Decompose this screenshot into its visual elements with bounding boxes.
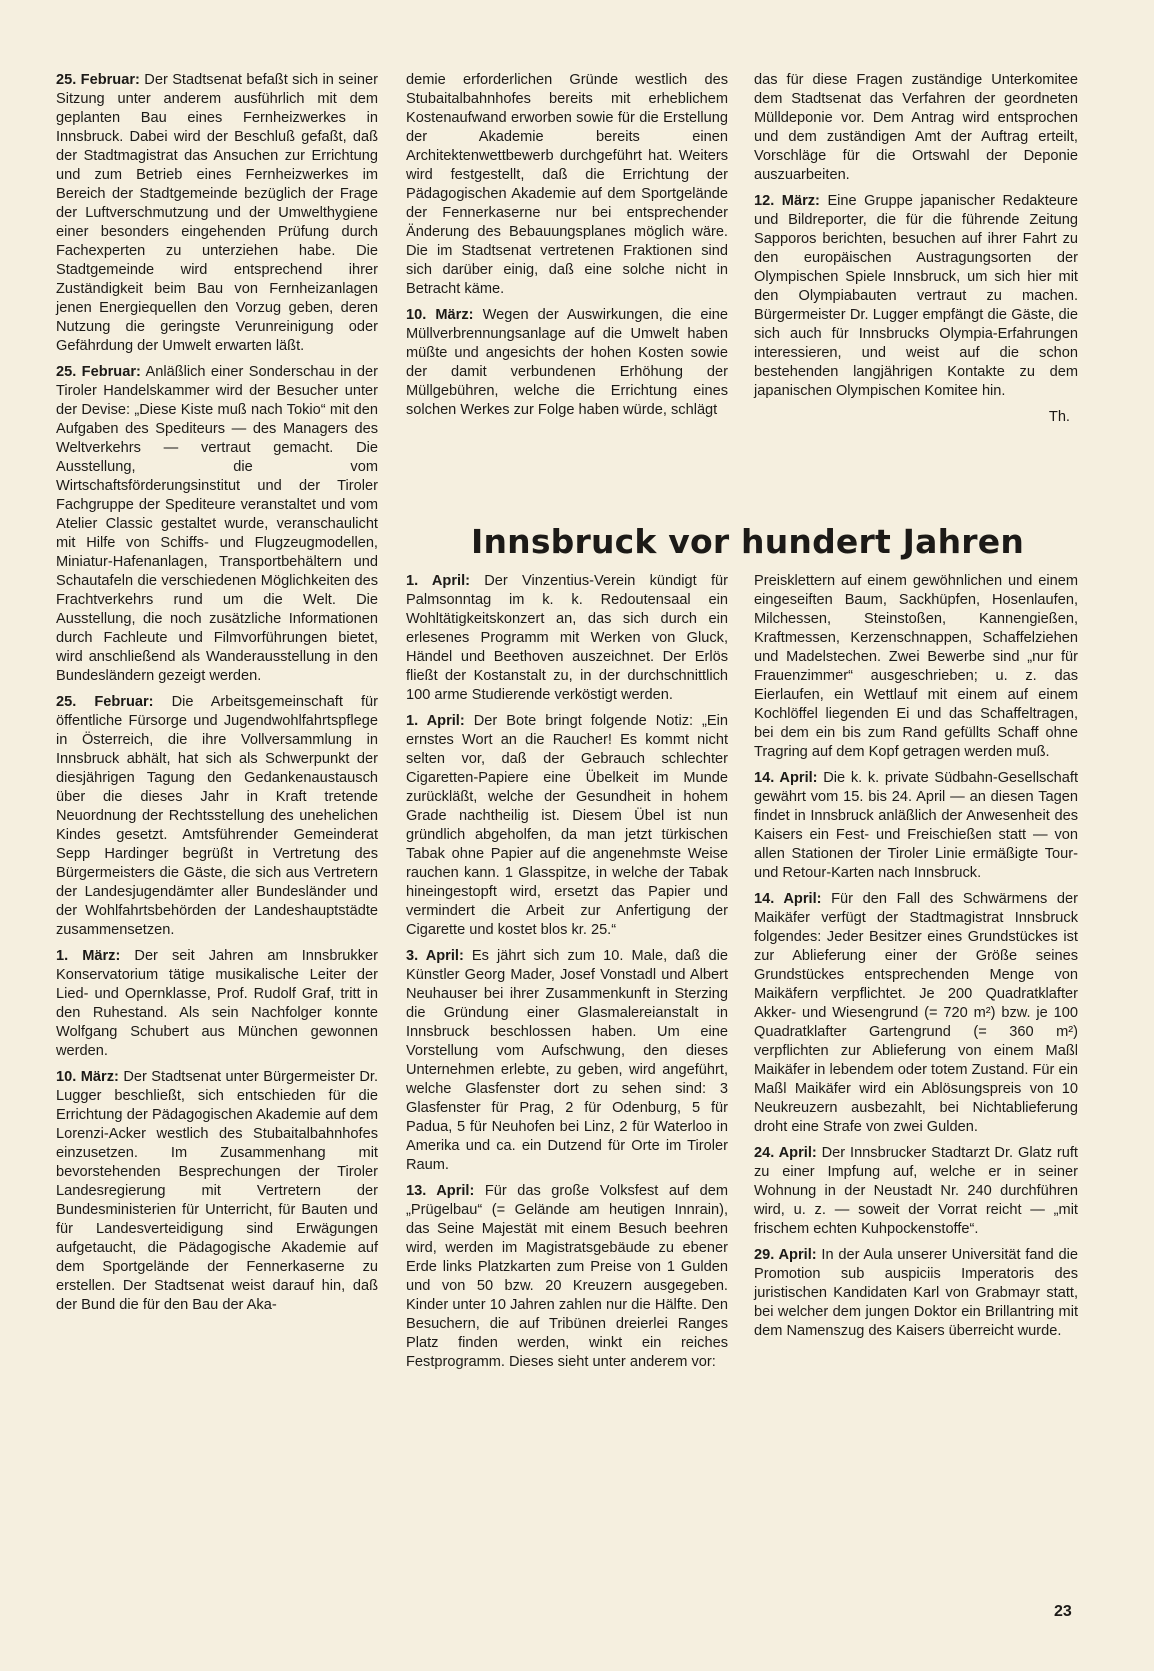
entry-date: 12. März: xyxy=(754,193,820,209)
entry xyxy=(56,693,378,940)
entry-date: 13. April: xyxy=(406,1183,475,1199)
entry-text: Der Innsbrucker Stadtarzt Dr. Glatz ruft zu einer Impfung auf, welche er in seiner Wohnung in der Neustadt Nr. 240 durchführen wird, u. z. — soweit der Vorrat reicht — „mit frischem echten Kuhpockenstoffe“. xyxy=(754,1145,1078,1237)
author-signature: Th. xyxy=(1048,409,1070,425)
entry-date: 29. April: xyxy=(754,1247,817,1263)
entry-date: 24. April: xyxy=(754,1145,817,1161)
entry-text: Der seit Jahren am Innsbrukker Konservatorium tätige musikalische Leiter der Lied- und Opernklasse, Prof. Rudolf Graf, tritt in den Ruhestand. Als sein Nachfolger konnte Wolfgang Schubert aus München gewonnen werden. xyxy=(56,948,378,1059)
entry xyxy=(56,71,378,356)
entry xyxy=(56,947,378,1061)
entry-text: In der Aula unserer Universität fand die Promotion sub auspiciis Imperatoris des juristischen Kandidaten Karl von Grabmayr statt, bei welcher dem jungen Doktor ein Brillantring mit dem Namenszug des Kaisers überreicht wurde. xyxy=(754,1247,1078,1339)
entry-date: 1. April: xyxy=(406,713,465,729)
entry-text: Eine Gruppe japanischer Redakteure und Bildreporter, die für die führende Zeitung Sapporos berichten, besuchen auf ihrer Fahrt zu den europäischen Austragungsorten der Olympischen Spiele Innsbruck, um sich hier mit den Olympiabauten vertraut zu machen. Bürgermeister Dr. Lugger empfängt die Gäste, die sich auch für Innsbrucks Olympia-Erfahrungen interessieren, und weist auf die schon bestehenden langjährigen Kontakte zu dem japanischen Olympischen Komitee hin. xyxy=(754,193,1078,399)
entry xyxy=(754,1246,1078,1341)
entry-text: Für den Fall des Schwärmens der Maikäfer verfügt der Stadtmagistrat Innsbruck folgendes: Jeder Besitzer eines Grundstückes ist zur Ablieferung einer der Größe seines Grundstückes entsprechenden Menge von Maikäfern verpflichtet. Je 200 Quadratklafter Akker- und Wiesengrund (= 720 m²) bzw. je 100 Quadratklafter Gartengrund (= 360 m²) verpflichten zur Ablieferung von einem Maßl Maikäfer in lebendem oder totem Zustand. Für ein Maßl Maikäfer wird ein Ablösungspreis von 10 Neukreuzern ausbezahlt, bei Nichtablieferung droht eine Strafe von zwei Gulden. xyxy=(754,891,1078,1135)
entry-date: 1. April: xyxy=(406,573,470,589)
entry-date: 25. Februar: xyxy=(56,364,141,380)
entry-text: das für diese Fragen zuständige Unterkomitee dem Stadtsenat das Verfahren der geordneten Mülldeponie vor. Dem Antrag wird entsprochen und dem zuständigen Amt der Auftrag erteilt, Vorschläge für die Ortswahl der Deponie auszuarbeiten. xyxy=(754,72,1078,183)
middle-column-top xyxy=(406,71,728,427)
entry-date: 25. Februar: xyxy=(56,694,154,710)
entry xyxy=(754,572,1078,762)
entry xyxy=(754,192,1078,401)
entry-text: Der Vinzentius-Verein kündigt für Palmsonntag im k. k. Redoutensaal ein Wohltätigkeitskonzert an, das sich durch ein erlesenes Programm mit Werken von Gluck, Händel und Beethoven auszeichnet. Der Erlös fließt der Kostanstalt zu, in der durchschnittlich 100 arme Studierende verköstigt werden. xyxy=(406,573,728,703)
entry-date: 3. April: xyxy=(406,948,464,964)
entry-text: Preisklettern auf einem gewöhnlichen und einem eingeseiften Baum, Sackhüpfen, Hosenlaufen, Milchessen, Steinstoßen, Kannengießen, Kraftmessen, Kerzenschnappen, Schaffelziehen und Madelstechen. Zwei Bewerbe sind „nur für Frauenzimmer“ ausgeschrieben; u. z. das Eierlaufen, ein Wettlauf mit einem auf einem Kochlöffel liegenden Ei und das Schaffeltragen, bei dem ein bis zum Rand gefüllts Schaff ohne Tragring auf dem Kopf getragen werden muß. xyxy=(754,573,1078,760)
entry xyxy=(56,1068,378,1315)
entry-date: 14. April: xyxy=(754,891,822,907)
entry xyxy=(406,572,728,705)
entry-date: 14. April: xyxy=(754,770,818,786)
entry xyxy=(406,1182,728,1372)
entry xyxy=(754,769,1078,883)
page-number: 23 xyxy=(1054,1603,1072,1620)
entry xyxy=(406,712,728,940)
right-column-top xyxy=(754,71,1078,434)
entry-text: Anläßlich einer Sonderschau in der Tiroler Handelskammer wird der Besucher unter der Devise: „Diese Kiste muß nach Tokio“ mit den Aufgaben des Spediteurs — des Managers des Weltverkehrs — vertraut gemacht. Die Ausstellung, die vom Wirtschaftsförderungsinstitut und der Tiroler Fachgruppe der Spediteure veranstaltet und vom Atelier Classic gestaltet wurde, veranschaulicht mit Hilfe von Schiffs- und Flugzeugmodellen, Miniatur-Hafenanlagen, Transportbehältern und Schautafeln die verschiedenen Möglichkeiten des Frachtverkehrs rund um die Welt. Die Ausstellung, die noch zusätzliche Informationen durch Fachleute und Filmvorführungen bietet, wird anschließend als Wanderausstellung in den Bundesländern gezeigt werden. xyxy=(56,364,378,684)
entry-text: Der Bote bringt folgende Notiz: „Ein ernstes Wort an die Raucher! Es kommt nicht selten vor, daß der Gebrauch schlechter Cigaretten-Papiere eine Übelkeit im Munde zurückläßt, welche der Gesundheit in hohem Grade nachtheilig ist. Diesem Übel ist nun gründlich abgeholfen, da man jetzt türkischen Tabak ohne Papier auf die angenehmste Weise rauchen kann. 1 Glasspitze, in welche der Tabak hineingestopft wird, ersetzt das Papier und vermindert die Arbeit zur Anfertigung der Cigarette und kostet blos kr. 25.“ xyxy=(406,713,728,938)
entry-text: Für das große Volksfest auf dem „Prügelbau“ (= Gelände am heutigen Innrain), das Seine Majestät mit einem Besuch beehren wird, werden im Magistratsgebäude zu ebener Erde links Platzkarten zum Preise von 1 Gulden und von 50 bzw. 20 Kreuzern ausgegeben. Kinder unter 10 Jahren zahlen nur die Hälfte. Den Besuchern, die auf Tribünen dreierlei Ranges Platz finden werden, winkt ein reiches Festprogramm. Dieses sieht unter anderem vor: xyxy=(406,1183,729,1370)
entry-text: Die Arbeitsgemeinschaft für öffentliche Fürsorge und Jugendwohlfahrtspflege in Österreich, die ihre Vollversammlung in Innsbruck abhält, hat sich als Schwerpunkt der diesjährigen Tagung den Gedankenaustausch über die dieses Jahr in Kraft tretende Neuordnung der Rechtsstellung des unehelichen Kindes gesetzt. Amtsführender Gemeinderat Sepp Hardinger begrüßt in Vertretung des Bürgermeisters die Gäste, die sich aus Vertretern der Landesjugendämter aller Bundesländer und der Wohlfahrtsbehörden der Landeshauptstädte zusammensetzen. xyxy=(56,694,378,938)
entry xyxy=(754,71,1078,185)
entry-text: Der Stadtsenat befaßt sich in seiner Sitzung unter anderem ausführlich mit dem geplanten Bau eines Fernheizwerkes in Innsbruck. Dabei wird der Beschluß gefaßt, daß der Stadtmagistrat das Ansuchen zur Errichtung und zum Betrieb eines Fernheizwerkes im Bereich der Stadtgemeinde bezüglich der Frage der Luftverschmutzung und der Umwelthygiene einer besonders eingehenden Prüfung durch Fachexperten zu unterziehen habe. Die Stadtgemeinde wird entsprechend ihrer Zuständigkeit beim Bau von Fernheizanlagen jenen Energiequellen den Vorzug geben, deren Nutzung die geringste Verunreinigung oder Gefährdung der Umwelt erwarten läßt. xyxy=(56,72,378,354)
entry xyxy=(754,890,1078,1137)
entry-text: Wegen der Auswirkungen, die eine Müllverbrennungsanlage auf die Umwelt haben müßte und angesichts der hohen Kosten sowie der damit verbundenen Erhöhung der Müllgebühren, welche die Errichtung eines solchen Werkes zur Folge haben würde, schlägt xyxy=(406,307,729,418)
entry-date: 25. Februar: xyxy=(56,72,140,88)
entry xyxy=(406,306,728,420)
entry-text: Der Stadtsenat unter Bürgermeister Dr. Lugger beschließt, sich entschieden für die Errichtung der Pädagogischen Akademie auf dem Lorenzi-Acker westlich des Stubaitalbahnhofes einzusetzen. Im Zusammenhang mit bevorstehenden Besprechungen der Tiroler Landesregierung mit Vertretern der Bundesministerien für Unterricht, für Bauten und für Landesverteidigung sind Erwägungen aufgetaucht, die Pädagogische Akademie auf dem Sportgelände der Fennerkaserne zu erstellen. Der Stadtsenat weist darauf hin, daß der Bund die für den Bau der Aka- xyxy=(56,1069,378,1313)
entry xyxy=(406,947,728,1175)
middle-column-bottom xyxy=(406,572,728,1379)
entry-date: 10. März: xyxy=(56,1069,119,1085)
entry-text: Die k. k. private Südbahn-Gesellschaft gewährt vom 15. bis 24. April — an diesen Tagen findet in Innsbruck anläßlich der Anwesenheit des Kaisers ein Fest- und Freischießen statt — von allen Stationen der Tiroler Linie ermäßigte Tour- und Retour-Karten nach Innsbruck. xyxy=(754,770,1078,881)
right-column-bottom xyxy=(754,572,1078,1348)
entry xyxy=(56,363,378,686)
entry-text: demie erforderlichen Gründe westlich des Stubaitalbahnhofes bereits mit erheblichem Kostenaufwand erworben sowie für die Erstellung der Akademie bereits einen Architektenwettbewerb durchgeführt hat. Weiters wird festgestellt, daß die Errichtung der Pädagogischen Akademie auf dem Sportgelände der Fennerkaserne nur bei entsprechender Änderung des Bebauungsplanes möglich wäre. Die im Stadtsenat vertretenen Fraktionen sind sich darüber einig, daß eine solche nicht in Betracht käme. xyxy=(406,72,728,297)
entry xyxy=(406,71,728,299)
section-headline: Innsbruck vor hundert Jahren xyxy=(470,522,1025,561)
entry-text: Es jährt sich zum 10. Male, daß die Künstler Georg Mader, Josef Vonstadl und Albert Neuhauser bei ihrer Zusammenkunft in Sterzing die Gründung einer Glasmalereianstalt in Innsbruck beschlossen haben. Um eine Vorstellung vom Aufschwung, den dieses Unternehmen erlebte, zu geben, wird angeführt, welche Glasfenster dort zu sehen sind: 3 Glasfenster für Prag, 2 für Odenburg, 5 für Padua, 5 für Neuhofen bei Linz, 2 für Waterloo in Amerika und ca. ein Dutzend für Orte im Tiroler Raum. xyxy=(406,948,728,1173)
entry xyxy=(754,1144,1078,1239)
left-column xyxy=(56,71,378,1322)
entry-date: 1. März: xyxy=(56,948,121,964)
entry-date: 10. März: xyxy=(406,307,474,323)
